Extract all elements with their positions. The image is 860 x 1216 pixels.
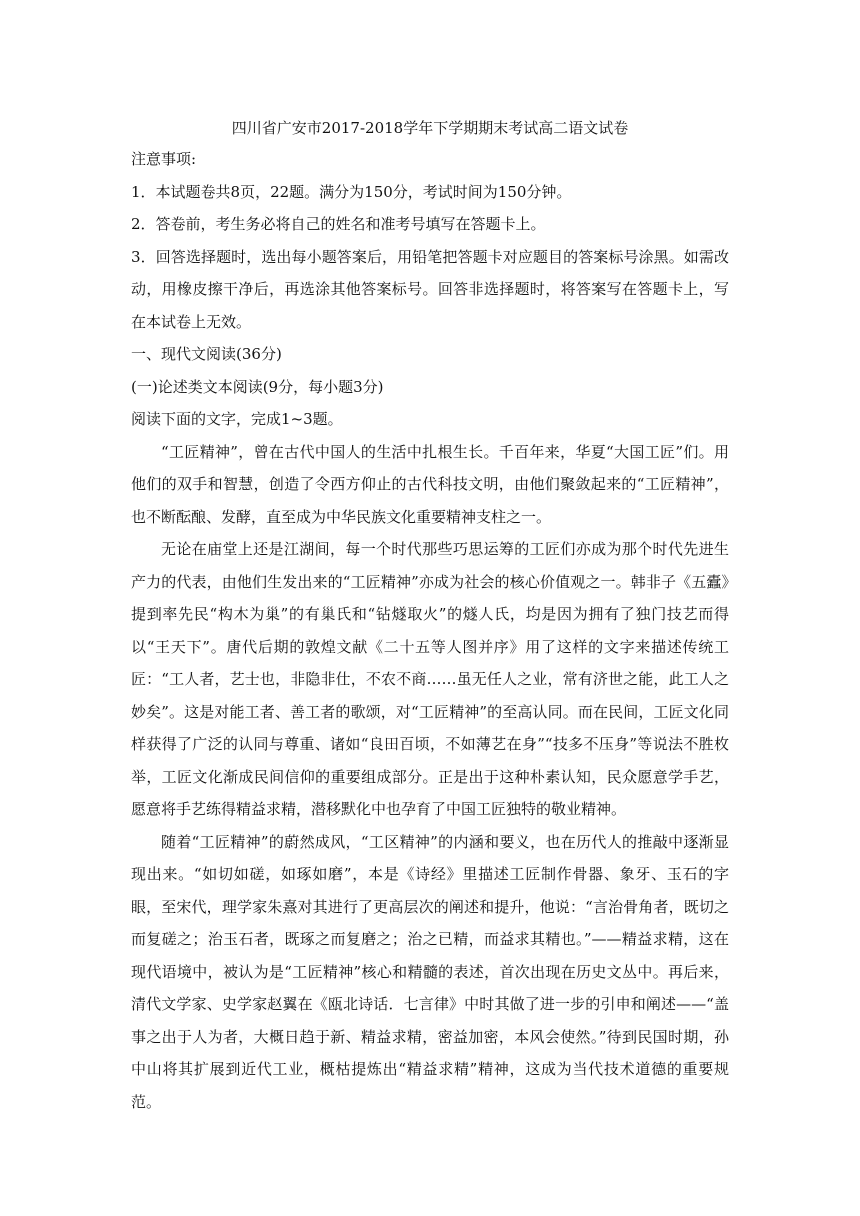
notice-item-2: 2．答卷前，考生务必将自己的姓名和准考号填写在答题卡上。 xyxy=(131,215,546,233)
exam-page xyxy=(131,100,729,1118)
passage-paragraph-3: 随着“工匠精神”的蔚然成风，“工区精神”的内涵和要义，也在历代人的推敲中逐渐显现出来。“如切如磋，如琢如磨”，本是《诗经》里描述工匠制作骨器、象牙、玉石的字眼，至宋代，理学家朱熹对其进行了更高层次的阐述和提升，他说：“言治骨角者，既切之而复磋之；治玉石者，既琢之而复磨之；治之已精，而益求其精也。”——精益求精，这在现代语境中，被认为是“工匠精神”核心和精髓的表述，首次出现在历史文丛中。再后来，清代文学家、史学家赵翼在《瓯北诗话．七言律》中时其做了进一步的引申和阐述——“盖事之出于人为者，大概日趋于新、精益求精，密益加密，本风会使然。”待到民国时期，孙中山将其扩展到近代工业，概枯提炼出“精益求精”精神，这成为当代技术道德的重要规范。 xyxy=(131,832,729,1111)
exam-title: 四川省广安市2017-2018学年下学期期末考试高二语文试卷 xyxy=(231,119,629,137)
notice-heading: 注意事项: xyxy=(131,150,197,168)
section-heading: 一、现代文阅读(36分) xyxy=(131,345,282,363)
passage-paragraph-2: 无论在庙堂上还是江湖间，每一个时代那些巧思运筹的工匠们亦成为那个时代先进生产力的代表，由他们生发出来的“工匠精神”亦成为社会的核心价值观之一。韩非子《五蠹》提到率先民“构木为巢”的有巢氏和“钻燧取火”的燧人氏，均是因为拥有了独门技艺而得以“王天下”。唐代后期的敦煌文献《二十五等人图并序》用了这样的文字来描述传统工匠：“工人者，艺士也，非隐非仕，不农不商……虽无任人之业，常有济世之能，此工人之妙矣”。这是对能工者、善工者的歌颂，对“工匠精神”的至高认同。而在民间，工匠文化同样获得了广泛的认同与尊重、诸如“良田百顷，不如薄艺在身”“技多不压身”等说法不胜枚举，工匠文化渐成民间信仰的重要组成部分。正是出于这种朴素认知，民众愿意学手艺，愿意将手艺练得精益求精，潜移默化中也孕育了中国工匠独特的敬业精神。 xyxy=(131,540,729,818)
reading-instruction: 阅读下面的文字，完成1~3题。 xyxy=(131,410,343,428)
subsection-heading: (一)论述类文本阅读(9分，每小题3分) xyxy=(131,377,384,396)
passage-paragraph-1: “工匠精神”，曾在古代中国人的生活中扎根生长。千百年来，华夏“大国工匠”们。用他们的双手和智慧，创造了令西方仰止的古代科技文明，由他们聚敛起来的“工匠精神”，也不断酝酿、发酵，直至成为中华民族文化重要精神支柱之一。 xyxy=(131,442,729,526)
notice-item-1: 1．本试题卷共8页，22题。满分为150分，考试时间为150分钟。 xyxy=(131,182,572,201)
notice-item-3: 3．回答选择题时，选出每小题答案后，用铅笔把答题卡对应题目的答案标号涂黑。如需改动，用橡皮擦干净后，再选涂其他答案标号。回答非选择题时，将答案写在答题卡上，写在本试卷上无效。 xyxy=(131,247,729,331)
